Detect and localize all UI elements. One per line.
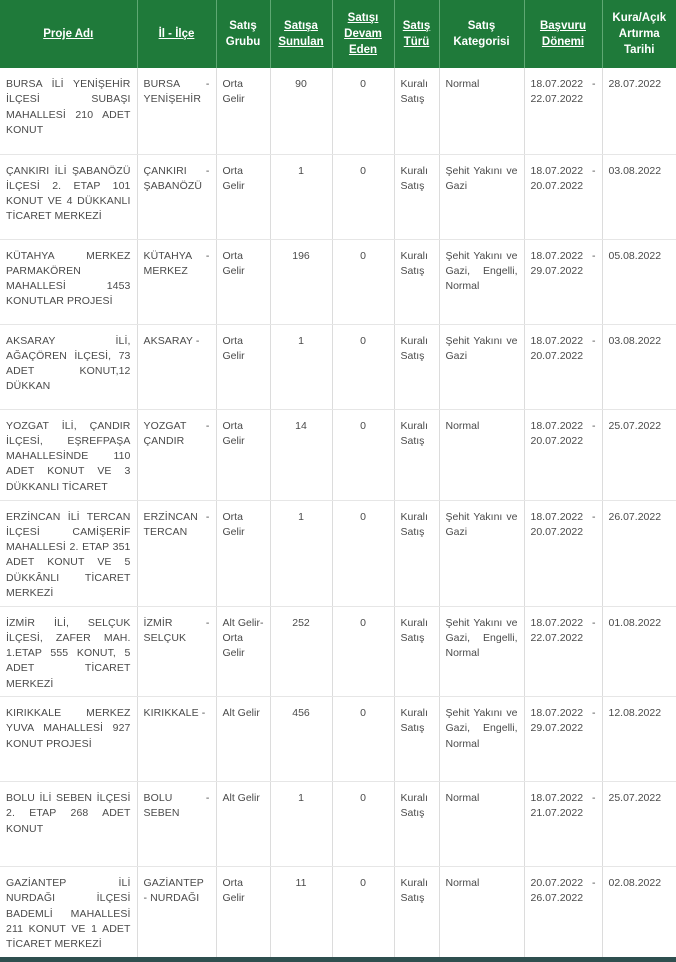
project-location: ÇANKIRI - ŞABANÖZÜ: [137, 154, 216, 239]
project-name: ÇANKIRI İLİ ŞABANÖZÜ İLÇESİ 2. ETAP 101 KONUT VE 4 DÜKKANLI TİCARET MERKEZİ: [0, 154, 137, 239]
header-satisi-devam-eden-label[interactable]: Satışı Devam Eden: [344, 12, 382, 56]
project-location: BURSA - YENİŞEHİR: [137, 68, 216, 154]
table-row: [0, 696, 676, 781]
project-location: ERZİNCAN - TERCAN: [137, 500, 216, 606]
sales-group: Orta Gelir: [216, 154, 270, 239]
draw-date: 12.08.2022: [602, 696, 676, 781]
sales-category: Şehit Yakını ve Gazi: [439, 154, 524, 239]
application-period: 18.07.2022 - 29.07.2022: [524, 696, 602, 781]
application-period: 18.07.2022 - 29.07.2022: [524, 239, 602, 324]
units-ongoing: 0: [332, 696, 394, 781]
sales-group: Alt Gelir-Orta Gelir: [216, 606, 270, 696]
project-name: GAZİANTEP İLİ NURDAĞI İLÇESİ BADEMLİ MAHALLESİ 211 KONUT VE 1 ADET TİCARET MERKEZİ: [0, 866, 137, 961]
draw-date: 01.08.2022: [602, 606, 676, 696]
sales-category: Şehit Yakını ve Gazi: [439, 500, 524, 606]
project-location: KÜTAHYA - MERKEZ: [137, 239, 216, 324]
sales-category: Normal: [439, 866, 524, 961]
project-name: YOZGAT İLİ, ÇANDIR İLÇESİ, EŞREFPAŞA MAHALLESİNDE 110 ADET KONUT VE 3 DÜKKANLI TİCARET: [0, 409, 137, 500]
table-row: [0, 866, 676, 961]
units-ongoing: 0: [332, 324, 394, 409]
table-row: [0, 500, 676, 606]
sales-category: Normal: [439, 68, 524, 154]
units-ongoing: 0: [332, 409, 394, 500]
sales-type: Kuralı Satış: [394, 239, 439, 324]
application-period: 20.07.2022 - 26.07.2022: [524, 866, 602, 961]
header-kura-tarihi-label: Kura/Açık Artırma Tarihi: [612, 12, 667, 56]
header-satis-kategorisi: [439, 0, 524, 68]
project-location: AKSARAY -: [137, 324, 216, 409]
table-row: [0, 409, 676, 500]
draw-date: 05.08.2022: [602, 239, 676, 324]
bottom-scroll-bar: [0, 957, 676, 962]
sales-group: Orta Gelir: [216, 866, 270, 961]
units-ongoing: 0: [332, 68, 394, 154]
units-offered: 196: [270, 239, 332, 324]
project-location: GAZİANTEP - NURDAĞI: [137, 866, 216, 961]
project-name: BURSA İLİ YENİŞEHİR İLÇESİ SUBAŞI MAHALLESİ 210 ADET KONUT: [0, 68, 137, 154]
project-location: KIRIKKALE -: [137, 696, 216, 781]
sales-category: Şehit Yakını ve Gazi, Engelli, Normal: [439, 239, 524, 324]
header-basvuru-donemi[interactable]: [524, 0, 602, 68]
units-ongoing: 0: [332, 154, 394, 239]
sales-type: Kuralı Satış: [394, 866, 439, 961]
project-name: BOLU İLİ SEBEN İLÇESİ 2. ETAP 268 ADET KONUT: [0, 781, 137, 866]
units-offered: 90: [270, 68, 332, 154]
project-location: BOLU - SEBEN: [137, 781, 216, 866]
application-period: 18.07.2022 - 20.07.2022: [524, 500, 602, 606]
draw-date: 25.07.2022: [602, 409, 676, 500]
header-satis-grubu-label: Satış Grubu: [225, 20, 261, 48]
sales-type: Kuralı Satış: [394, 606, 439, 696]
table-row: [0, 68, 676, 154]
header-satisa-sunulan[interactable]: [270, 0, 332, 68]
sales-group: Orta Gelir: [216, 239, 270, 324]
header-kura-tarihi: [602, 0, 676, 68]
units-offered: 1: [270, 781, 332, 866]
header-il-ilce[interactable]: [137, 0, 216, 68]
table-header-row: [0, 0, 676, 68]
units-offered: 456: [270, 696, 332, 781]
project-location: İZMİR - SELÇUK: [137, 606, 216, 696]
sales-group: Orta Gelir: [216, 68, 270, 154]
project-name: KIRIKKALE MERKEZ YUVA MAHALLESİ 927 KONUT PROJESİ: [0, 696, 137, 781]
project-location: YOZGAT - ÇANDIR: [137, 409, 216, 500]
application-period: 18.07.2022 - 22.07.2022: [524, 68, 602, 154]
header-proje-adi-label[interactable]: Proje Adı: [43, 28, 94, 40]
units-offered: 252: [270, 606, 332, 696]
table-row: [0, 324, 676, 409]
header-satis-kategorisi-label: Satış Kategorisi: [453, 20, 510, 48]
table-row: [0, 606, 676, 696]
header-satis-grubu: [216, 0, 270, 68]
sales-type: Kuralı Satış: [394, 68, 439, 154]
header-satis-turu[interactable]: [394, 0, 439, 68]
header-proje-adi[interactable]: [0, 0, 137, 68]
header-satisa-sunulan-label[interactable]: Satışa Sunulan: [278, 20, 324, 48]
draw-date: 28.07.2022: [602, 68, 676, 154]
sales-category: Normal: [439, 781, 524, 866]
project-name: KÜTAHYA MERKEZ PARMAKÖREN MAHALLESİ 1453 KONUTLAR PROJESİ: [0, 239, 137, 324]
sales-group: Orta Gelir: [216, 324, 270, 409]
units-offered: 1: [270, 324, 332, 409]
project-name: İZMİR İLİ, SELÇUK İLÇESİ, ZAFER MAH. 1.ETAP 555 KONUT, 5 ADET TİCARET MERKEZİ: [0, 606, 137, 696]
draw-date: 25.07.2022: [602, 781, 676, 866]
units-offered: 14: [270, 409, 332, 500]
application-period: 18.07.2022 - 20.07.2022: [524, 409, 602, 500]
draw-date: 03.08.2022: [602, 324, 676, 409]
application-period: 18.07.2022 - 22.07.2022: [524, 606, 602, 696]
units-offered: 1: [270, 500, 332, 606]
sales-type: Kuralı Satış: [394, 500, 439, 606]
header-satisi-devam-eden[interactable]: [332, 0, 394, 68]
project-name: AKSARAY İLİ, AĞAÇÖREN İLÇESİ, 73 ADET KONUT,12 DÜKKAN: [0, 324, 137, 409]
sales-category: Şehit Yakını ve Gazi, Engelli, Normal: [439, 606, 524, 696]
sales-category: Şehit Yakını ve Gazi: [439, 324, 524, 409]
table-row: [0, 154, 676, 239]
application-period: 18.07.2022 - 20.07.2022: [524, 324, 602, 409]
sales-type: Kuralı Satış: [394, 781, 439, 866]
sales-group: Orta Gelir: [216, 500, 270, 606]
sales-group: Alt Gelir: [216, 696, 270, 781]
units-offered: 1: [270, 154, 332, 239]
units-ongoing: 0: [332, 866, 394, 961]
draw-date: 26.07.2022: [602, 500, 676, 606]
application-period: 18.07.2022 - 21.07.2022: [524, 781, 602, 866]
units-ongoing: 0: [332, 781, 394, 866]
application-period: 18.07.2022 - 20.07.2022: [524, 154, 602, 239]
sales-type: Kuralı Satış: [394, 324, 439, 409]
table-row: [0, 239, 676, 324]
header-il-ilce-label[interactable]: İl - İlçe: [158, 28, 195, 40]
sales-type: Kuralı Satış: [394, 696, 439, 781]
draw-date: 02.08.2022: [602, 866, 676, 961]
sales-group: Orta Gelir: [216, 409, 270, 500]
sales-type: Kuralı Satış: [394, 154, 439, 239]
draw-date: 03.08.2022: [602, 154, 676, 239]
header-satis-turu-label[interactable]: Satış Türü: [402, 20, 431, 48]
table-row: [0, 781, 676, 866]
header-basvuru-donemi-label[interactable]: Başvuru Dönemi: [539, 20, 587, 48]
units-ongoing: 0: [332, 239, 394, 324]
units-ongoing: 0: [332, 500, 394, 606]
project-name: ERZİNCAN İLİ TERCAN İLÇESİ CAMİŞERİF MAHALLESİ 2. ETAP 351 ADET KONUT VE 5 DÜKKÂNLI TİCARET MERKEZİ: [0, 500, 137, 606]
sales-type: Kuralı Satış: [394, 409, 439, 500]
units-ongoing: 0: [332, 606, 394, 696]
sales-category: Normal: [439, 409, 524, 500]
sales-category: Şehit Yakını ve Gazi, Engelli, Normal: [439, 696, 524, 781]
units-offered: 11: [270, 866, 332, 961]
sales-group: Alt Gelir: [216, 781, 270, 866]
